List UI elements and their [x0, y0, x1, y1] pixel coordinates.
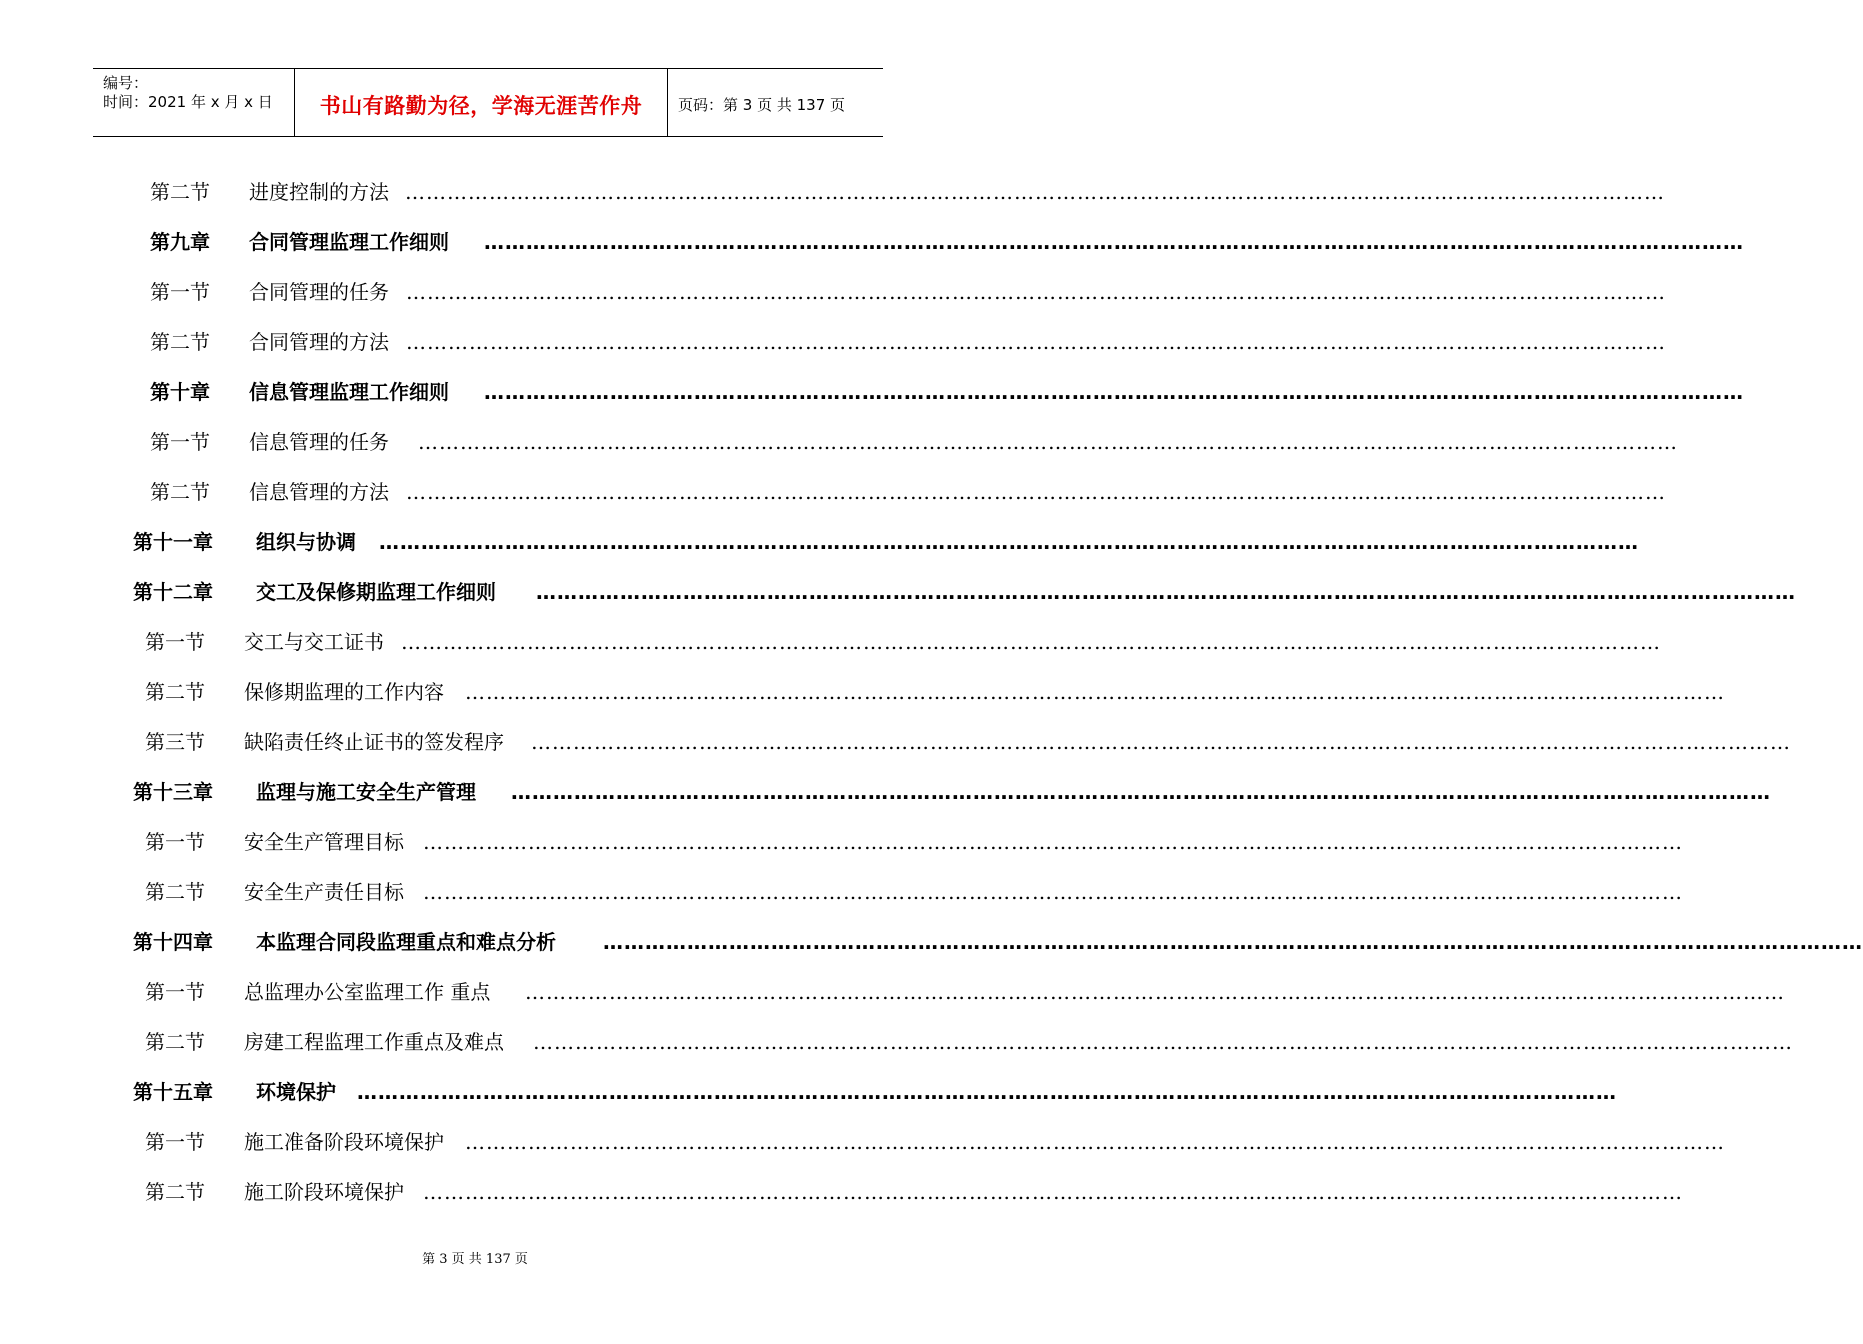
toc-leader: ………………………………………………………………………………………………………………………………………………………………: [511, 780, 1771, 804]
toc-leader: ………………………………………………………………………………………………………………………………………………………………: [418, 430, 1678, 454]
toc-leader: ………………………………………………………………………………………………………………………………………………………………: [484, 230, 1744, 254]
time-label: 时间：2021 年 x 月 x 日: [103, 93, 273, 111]
toc-number: 第十二章: [133, 580, 213, 604]
toc-number: 第二节: [145, 880, 205, 904]
motto: 书山有路勤为径，学海无涯苦作舟: [319, 94, 643, 118]
toc-leader: ………………………………………………………………………………………………………………………………………………………………: [406, 330, 1666, 354]
toc-leader: ………………………………………………………………………………………………………………………………………………………………: [423, 1180, 1683, 1204]
toc-leader: ………………………………………………………………………………………………………………………………………………………………: [423, 880, 1683, 904]
toc-number: 第十五章: [133, 1080, 213, 1104]
toc-leader: ………………………………………………………………………………………………………………………………………………………………: [406, 280, 1666, 304]
toc-number: 第九章: [150, 230, 210, 254]
toc-leader: ………………………………………………………………………………………………………………………………………………………………: [536, 580, 1796, 604]
toc-number: 第一节: [150, 430, 210, 454]
toc-leader: ………………………………………………………………………………………………………………………………………………………………: [423, 830, 1683, 854]
toc-number: 第十三章: [133, 780, 213, 804]
toc-title: 施工准备阶段环境保护: [244, 1130, 444, 1154]
toc-title: 保修期监理的工作内容: [244, 680, 444, 704]
toc-title: 房建工程监理工作重点及难点: [244, 1030, 504, 1054]
toc-leader: ………………………………………………………………………………………………………………………………………………………………: [465, 680, 1725, 704]
toc-leader: ………………………………………………………………………………………………………………………………………………………………: [379, 530, 1639, 554]
toc-leader: ………………………………………………………………………………………………………………………………………………………………: [406, 480, 1666, 504]
toc-number: 第二节: [145, 1180, 205, 1204]
header-center-cell: [295, 69, 668, 136]
toc-number: 第十四章: [133, 930, 213, 954]
toc-number: 第二节: [145, 1030, 205, 1054]
toc-number: 第一节: [145, 980, 205, 1004]
page-footer: 第 3 页 共 137 页: [422, 1252, 528, 1267]
page-header: [93, 68, 883, 137]
toc-title: 交工与交工证书: [244, 630, 384, 654]
toc-number: 第三节: [145, 730, 205, 754]
toc-title: 信息管理监理工作细则: [249, 380, 449, 404]
toc-title: 合同管理的任务: [249, 280, 389, 304]
toc-title: 环境保护: [256, 1080, 336, 1104]
toc-number: 第二节: [145, 680, 205, 704]
toc-leader: ………………………………………………………………………………………………………………………………………………………………: [603, 930, 1863, 954]
toc-number: 第二节: [150, 330, 210, 354]
page-number-label: 页码：第 3 页 共 137 页: [678, 96, 846, 114]
toc-leader: ………………………………………………………………………………………………………………………………………………………………: [405, 180, 1665, 204]
toc-number: 第一节: [145, 830, 205, 854]
number-label: 编号：: [103, 74, 149, 92]
toc-title: 安全生产管理目标: [244, 830, 404, 854]
toc-leader: ………………………………………………………………………………………………………………………………………………………………: [357, 1080, 1617, 1104]
toc-title: 施工阶段环境保护: [244, 1180, 404, 1204]
toc-title: 进度控制的方法: [249, 180, 389, 204]
toc-title: 组织与协调: [256, 530, 356, 554]
toc-number: 第二节: [150, 480, 210, 504]
toc-title: 合同管理监理工作细则: [249, 230, 449, 254]
toc-title: 缺陷责任终止证书的签发程序: [244, 730, 504, 754]
toc-title: 监理与施工安全生产管理: [256, 780, 476, 804]
header-right-cell: [668, 69, 883, 136]
toc-title: 交工及保修期监理工作细则: [256, 580, 496, 604]
toc-title: 总监理办公室监理工作 重点: [244, 980, 491, 1004]
toc-title: 安全生产责任目标: [244, 880, 404, 904]
toc-title: 合同管理的方法: [249, 330, 389, 354]
toc-number: 第十章: [150, 380, 210, 404]
header-left-cell: [93, 69, 295, 136]
toc-number: 第二节: [150, 180, 210, 204]
toc-number: 第一节: [145, 1130, 205, 1154]
toc-leader: ………………………………………………………………………………………………………………………………………………………………: [525, 980, 1785, 1004]
toc-number: 第一节: [145, 630, 205, 654]
toc-title: 信息管理的任务: [249, 430, 389, 454]
toc-leader: ………………………………………………………………………………………………………………………………………………………………: [484, 380, 1744, 404]
toc-title: 本监理合同段监理重点和难点分析: [256, 930, 556, 954]
toc-leader: ………………………………………………………………………………………………………………………………………………………………: [401, 630, 1661, 654]
toc-number: 第十一章: [133, 530, 213, 554]
toc-number: 第一节: [150, 280, 210, 304]
toc-leader: ………………………………………………………………………………………………………………………………………………………………: [465, 1130, 1725, 1154]
toc-leader: ………………………………………………………………………………………………………………………………………………………………: [531, 730, 1791, 754]
toc-leader: ………………………………………………………………………………………………………………………………………………………………: [533, 1030, 1793, 1054]
toc-title: 信息管理的方法: [249, 480, 389, 504]
